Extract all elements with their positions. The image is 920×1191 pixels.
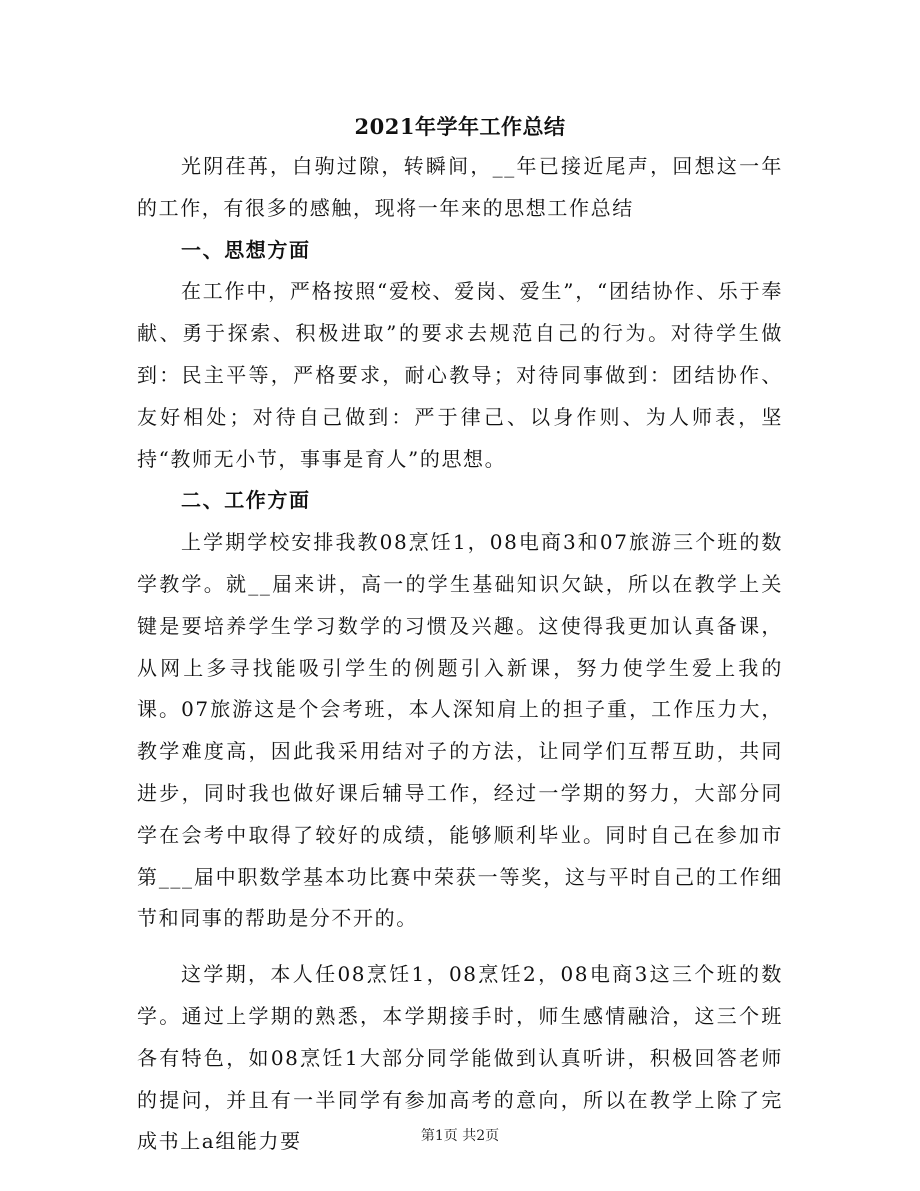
section-heading-thought: 一、思想方面 [181,237,311,262]
work-paragraph-1: 上学期学校安排我教08烹饪1，08电商3和07旅游三个班的数学教学。就__届来讲，高一的学生基础知识欠缺，所以在教学上关键是要培养学生学习数学的习惯及兴趣。这使得我更加认真备课，从网上多寻找能吸引学生的例题引入新课，努力使学生爱上我的课。07旅游这是个会考班，本人深知肩上的担子重，工作压力大，教学难度高，因此我采用结对子的方法，让同学们互帮互助，共同进步，同时我也做好课后辅导工作，经过一学期的努力，大部分同学在会考中取得了较好的成绩，能够顺利毕业。同时自己在参加市第___届中职数学基本功比赛中荣获一等奖，这与平时自己的工作细节和同事的帮助是分不开的。 [137,530,783,931]
work-paragraph-2: 这学期，本人任08烹饪1，08烹饪2，08电商3这三个班的数学。通过上学期的熟悉，本学期接手时，师生感情融洽，这三个班各有特色，如08烹饪1大部分同学能做到认真听讲，积极回答老师的提问，并且有一半同学有参加高考的意向，所以在教学上除了完成书上a组能力要 [137,962,783,1154]
intro-paragraph: 光阴荏苒，白驹过隙，转瞬间，__年已接近尾声，回想这一年的工作，有很多的感触，现将一年来的思想工作总结 [137,154,783,220]
thought-paragraph: 在工作中，严格按照“爱校、爱岗、爱生”，“团结协作、乐于奉献、勇于探索、积极进取”的要求去规范自己的行为。对待学生做到：民主平等，严格要求，耐心教导；对待同事做到：团结协作、友好相处；对待自己做到：严于律己、以身作则、为人师表，坚持“教师无小节，事事是育人”的思想。 [137,279,783,471]
document-title: 2021年学年工作总结 [354,114,566,139]
page-footer: 第1页 共2页 [420,1128,500,1144]
section-heading-work: 二、工作方面 [181,488,311,513]
document-body [137,146,783,1163]
